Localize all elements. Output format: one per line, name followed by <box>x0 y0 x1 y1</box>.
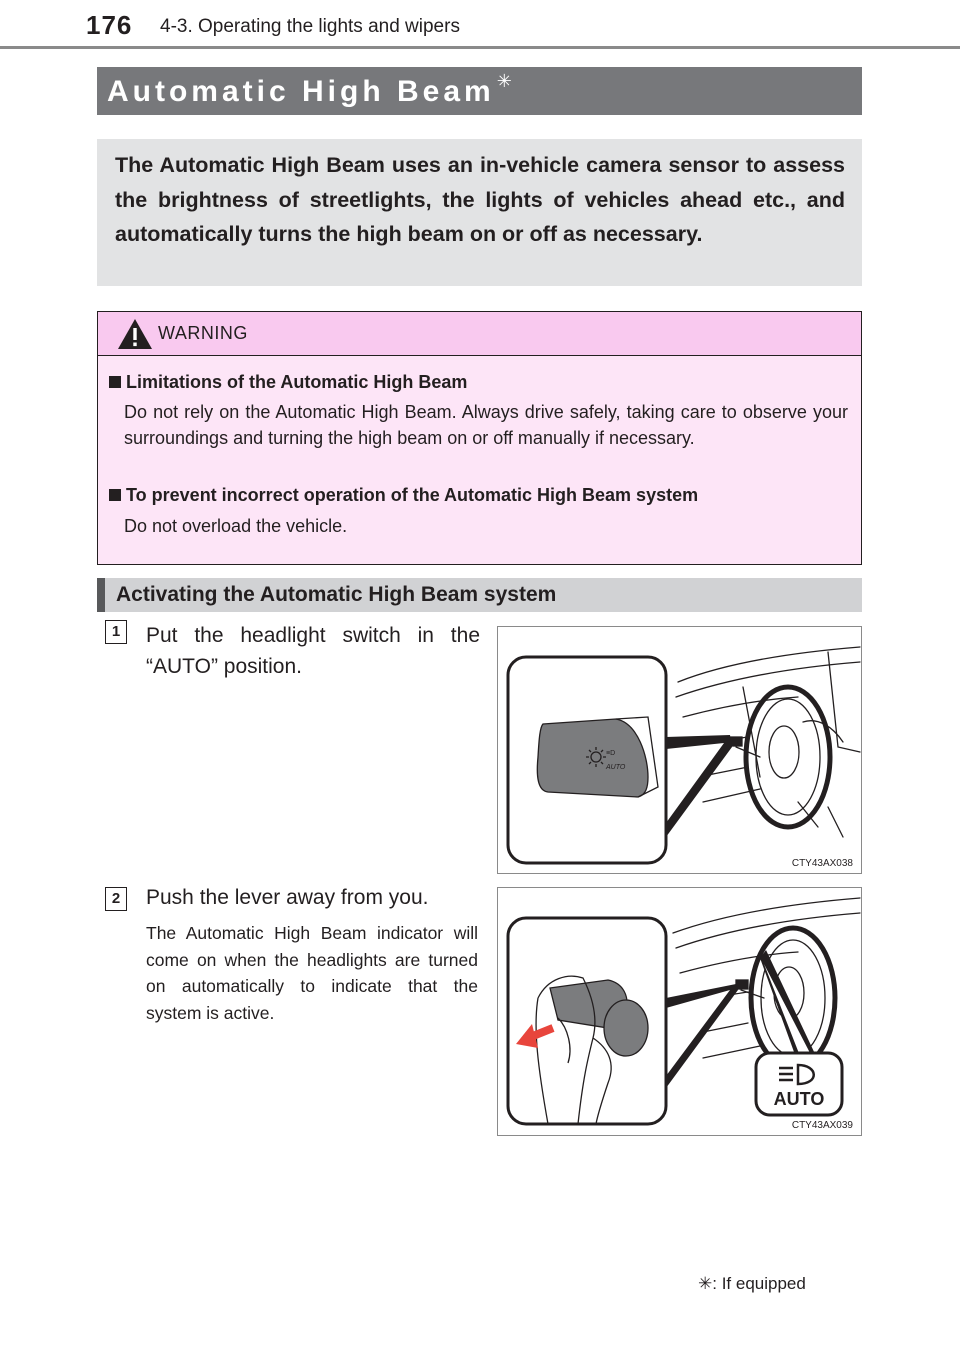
subsection-title: Activating the Automatic High Beam system <box>116 583 557 606</box>
page-title <box>107 71 512 109</box>
step-note: The Automatic High Beam indicator will come on when the headlights are turned on automatically to indicate that the system is active. <box>146 923 478 1023</box>
intro-text: The Automatic High Beam uses an in-vehicle camera sensor to assess the brightness of streetlights, the lights of vehicles ahead etc., and automatically turns the high beam on or off as necessary. <box>115 153 845 246</box>
step-number-badge: 1 <box>105 620 127 644</box>
push-lever-figure <box>497 887 862 1136</box>
warning-item-heading <box>109 485 698 506</box>
push-lever-illustration <box>498 888 861 1135</box>
warning-item-body: Do not overload the vehicle. <box>124 516 348 536</box>
optional-equipment-marker: ✳ <box>496 71 512 91</box>
auto-indicator-label: AUTO <box>773 1089 825 1109</box>
step-instruction: Put the headlight switch in the “AUTO” position. <box>146 624 480 678</box>
step-instruction: Push the lever away from you. <box>146 886 429 909</box>
warning-item-heading-text: Limitations of the Automatic High Beam <box>126 372 468 392</box>
title-bar <box>97 67 862 115</box>
headlight-switch-illustration <box>498 627 861 873</box>
warning-triangle-icon <box>117 318 153 350</box>
headlight-switch-figure <box>497 626 862 874</box>
auto-position-label: AUTO <box>606 764 626 771</box>
section-title: 4-3. Operating the lights and wipers <box>160 16 460 37</box>
subsection-accent <box>97 578 105 612</box>
page-number: 176 <box>86 10 133 40</box>
page-title-text: Automatic High Beam <box>107 75 495 108</box>
warning-header <box>98 312 861 356</box>
figure-code: CTY43AX039 <box>791 1120 853 1131</box>
step-number-badge: 2 <box>105 887 127 911</box>
warning-item-body: Do not rely on the Automatic High Beam. Always drive safely, taking care to observe your surroundings and turning the high beam on or off manually if necessary. <box>124 402 848 448</box>
footnote: ✳: If equipped <box>698 1274 806 1293</box>
warning-box <box>97 311 862 565</box>
svg-text:≡D: ≡D <box>606 750 616 757</box>
intro-box <box>97 139 862 286</box>
warning-body <box>98 356 861 564</box>
square-bullet-icon <box>109 489 121 501</box>
figure-code: CTY43AX038 <box>791 858 853 869</box>
square-bullet-icon <box>109 376 121 388</box>
warning-item-heading-text: To prevent incorrect operation of the Automatic High Beam system <box>126 485 699 505</box>
warning-label: WARNING <box>158 323 248 343</box>
warning-item-heading <box>109 372 467 393</box>
subsection-bar <box>97 578 862 612</box>
header-rule <box>0 46 960 49</box>
